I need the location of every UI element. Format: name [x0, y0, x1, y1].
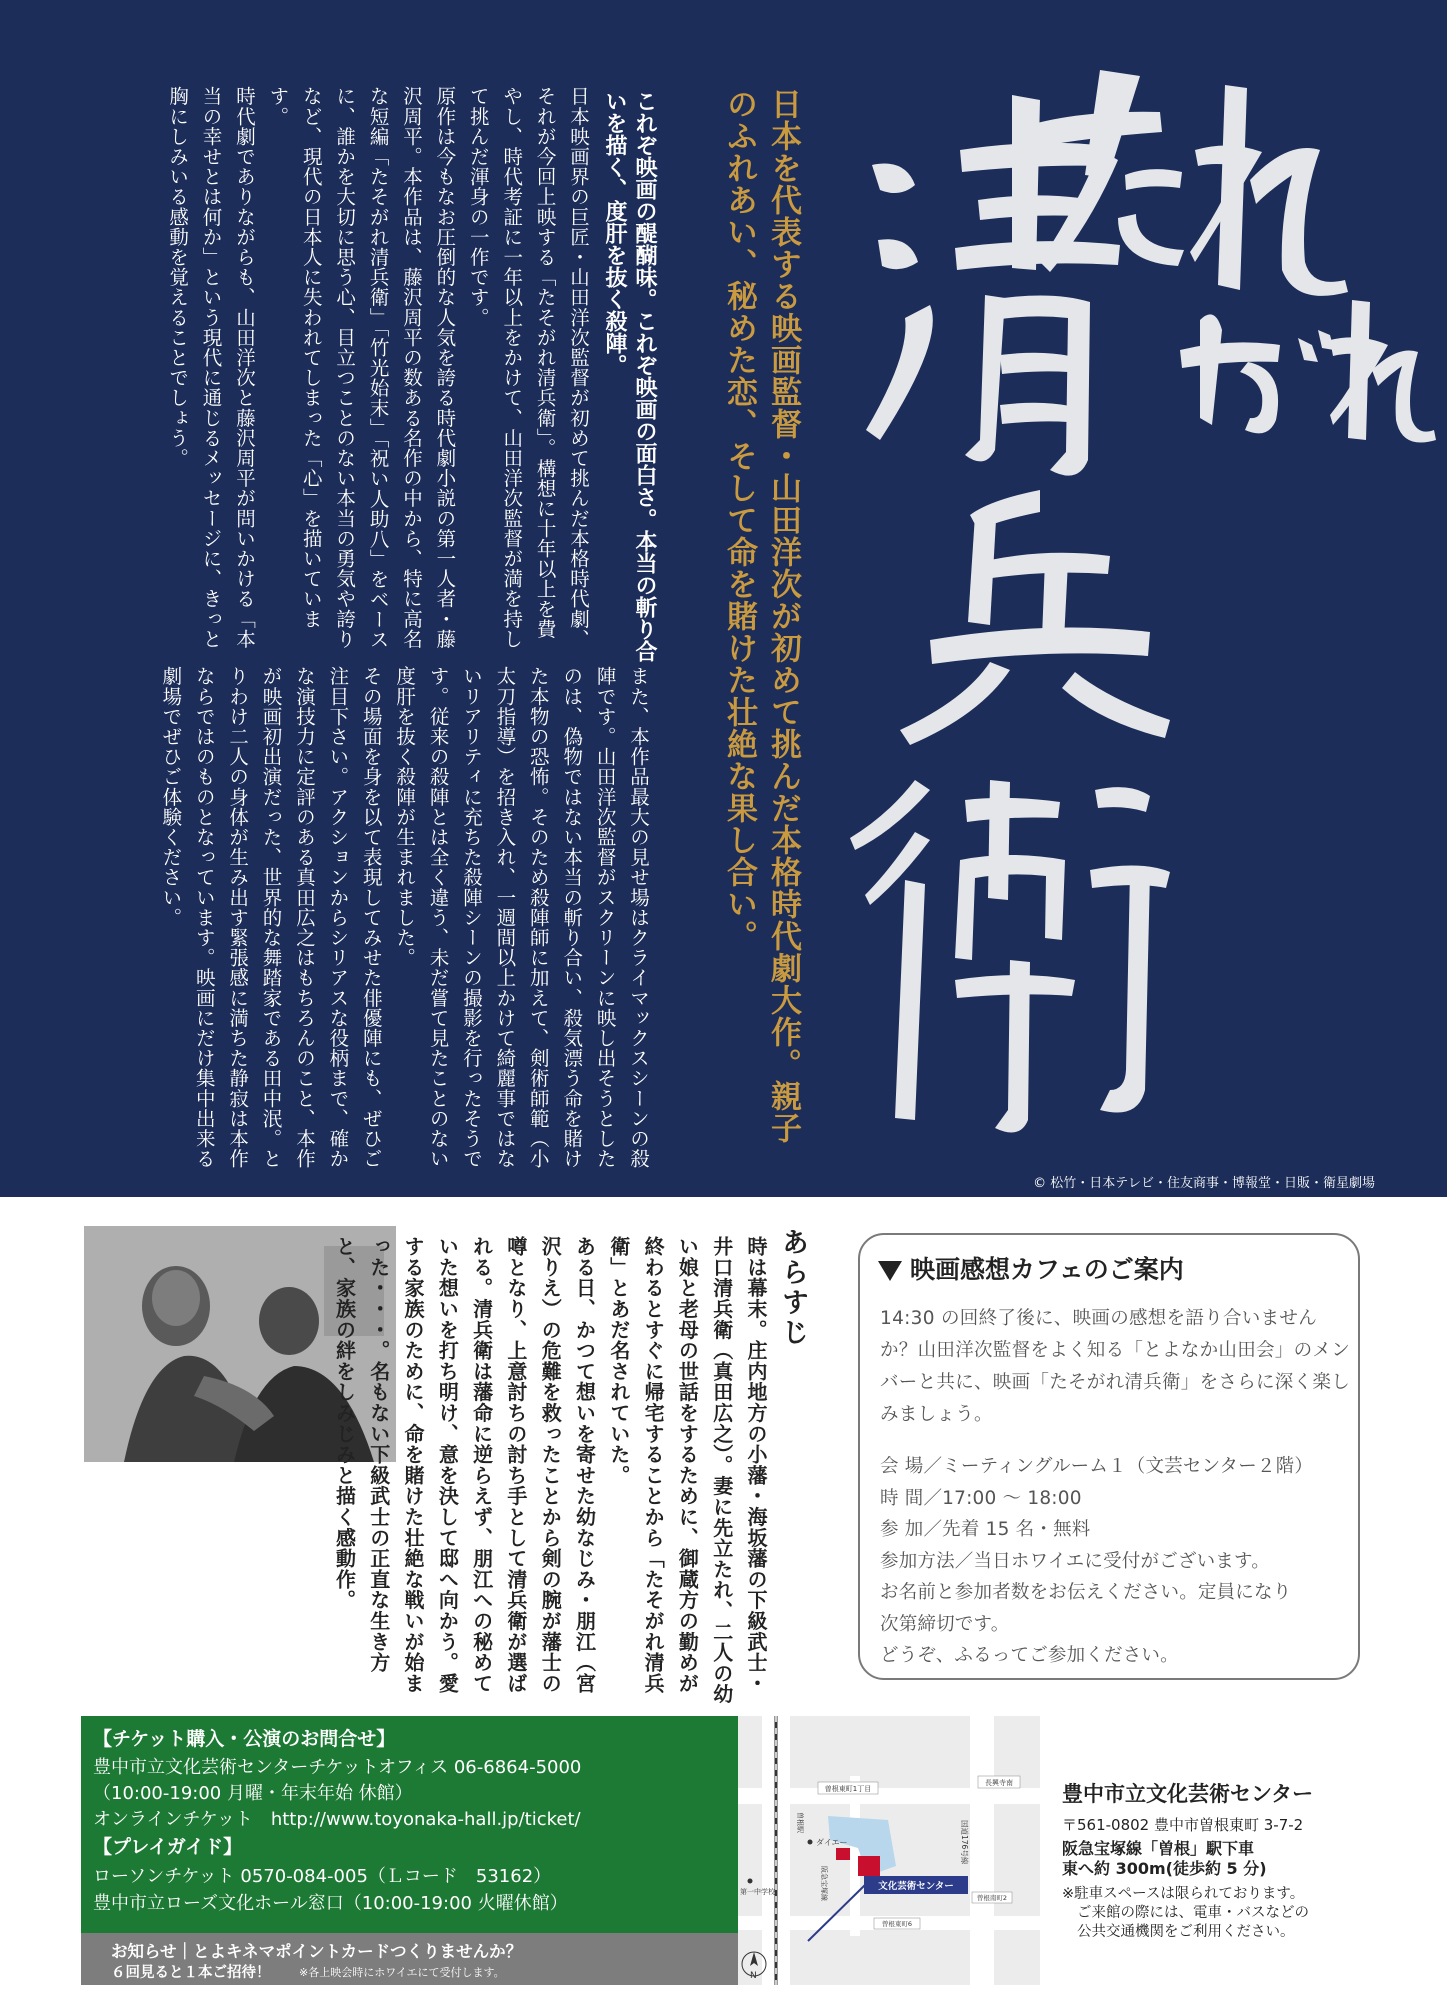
- cafe-method-2: お名前と参加者数をお伝えください。定員になり: [880, 1582, 1292, 1603]
- notice-small: ※各上映会時にホワイエにて受付します。: [299, 1966, 505, 1979]
- intro-headline: これぞ映画の醍醐味。これぞ映画の面白さ。本当の斬り合いを描く、度肝を抜く殺陣。: [602, 90, 657, 662]
- svg-text:N: N: [750, 1971, 757, 1981]
- parking-note-3: 公共交通機関をご利用ください。: [1077, 1924, 1295, 1940]
- ticket-hours: （10:00-19:00 月曜・年末年始 休館）: [93, 1783, 413, 1804]
- notice-bar: [81, 1933, 738, 1985]
- cafe-description: [880, 1303, 1350, 1431]
- intro-paragraph: 時代劇でありながらも、山田洋次と藤沢周平が問いかける「本当の幸せとは何か」という現代に通じるメッセージに、きっと胸にしみいる感動を覚えることでしょう。: [166, 86, 256, 649]
- notice-line-2: ６回見ると１本ご招待！: [111, 1965, 271, 1981]
- map-dot: [808, 1840, 813, 1845]
- parking-note-1: ※駐車スペースは限られております。: [1062, 1886, 1305, 1902]
- intro-paragraph: 日本映画界の巨匠・山田洋次監督が初めて挑んだ本格時代劇、それが今回上映する「たそがれ清兵衛」。構想に十年以上を費やし、時代考証に一年以上をかけて、山田洋次監督が満を持して挑んだ渾身の一作です。: [466, 86, 590, 649]
- parking-note-2: ご来館の際には、電車・バスなどの: [1077, 1905, 1309, 1921]
- venue-address: 〒561-0802 豊中市曽根東町 3-7-2: [1062, 1816, 1304, 1834]
- synopsis-body: [183, 1236, 773, 1711]
- access-map: [738, 1716, 1040, 1985]
- map-label-center: 文化芸術センター: [878, 1881, 954, 1892]
- synopsis-paragraph: ある日、かつて想いを寄せた幼なじみ・朋江（宮沢りえ）の危難を救ったことから剣の腕が藩士の噂となり、上意討ちの討ち手として清兵衛が選ばれる。清兵衛は藩命に逆らえず、朋江への秘めていた想いを打ち明け、意を決して邸へ向かう。愛する家族のために、命を賭けた壮絶な戦いが始まった・・・。名もない下級武士の正直な生き方と、家族の絆をしみじみと描く感動作。: [332, 1236, 597, 1694]
- cafe-title-text: 映画感想カフェのご案内: [910, 1255, 1184, 1284]
- map-label-sone: 曽根駅: [796, 1812, 804, 1833]
- ticket-office: 豊中市立文化芸術センターチケットオフィス 06-6864-5000: [93, 1757, 582, 1778]
- venue-info: [1062, 1778, 1402, 1942]
- intro-paragraph: また、本作品最大の見せ場はクライマックスシーンの殺陣です。山田洋次監督がスクリーンに映し出そうとしたのは、偽物ではない本当の斬り合い、殺気漂う命を賭けた本物の恐怖。そのため殺陣師に加えて、剣術師範（小太刀指導）を招き入れ、一週間以上かけて綺麗事ではないリアリティに充ちた殺陣シーンの撮影を行ったそうです。従来の殺陣とは全く違う、未だ嘗て見たことのない度肝を抜く殺陣が生まれました。: [393, 666, 650, 1169]
- map-road: [738, 1788, 1040, 1804]
- cafe-details: [880, 1451, 1354, 1672]
- ticket-heading: 【チケット購入・公演のお問合せ】: [93, 1728, 396, 1750]
- map-label-minami2: 曽根南町2: [976, 1894, 1008, 1902]
- rose-hall-window: 豊中市立ローズ文化ホール窓口（10:00-19:00 火曜休館）: [93, 1893, 568, 1914]
- triangle-down-icon: [878, 1261, 902, 1281]
- intro-body-2: [75, 666, 655, 1171]
- map-venue-marker: [836, 1848, 850, 1860]
- cafe-description-text: 14:30 の回終了後に、映画の感想を語り合いませんか？山田洋次監督をよく知る「とよなか山田会」のメンバーと共に、映画「たそがれ清兵衛」をさらに深く楽しみましょう。: [880, 1308, 1351, 1425]
- synopsis-heading: あらすじ: [777, 1228, 808, 1348]
- intro-paragraph: 原作は今もなお圧倒的な人気を誇る時代劇小説の第一人者・藤沢周平。本作品は、藤沢周平の数ある名作の中から、特に高名な短編「たそがれ清兵衛」「竹光始末」「祝い人助八」をベースに、誰かを大切に思う心、目立つことのない本当の勇気や誇りなど、現代の日本人に失われてしまった「心」を描いています。: [266, 86, 457, 650]
- map-label-sonehigashi1: 曽根東町1丁目: [824, 1785, 872, 1793]
- map-dot: [748, 1879, 753, 1884]
- map-label-daiei: ダイエー: [816, 1838, 848, 1847]
- map-venue-marker: [858, 1856, 880, 1876]
- map-label-highway: 国道176号線: [960, 1820, 969, 1865]
- map-label-sonehigashi6: 曽根東町6: [881, 1920, 913, 1928]
- playguide-heading: 【プレイガイド】: [93, 1836, 243, 1858]
- intro-paragraph: その場面を身を以て表現してみせた俳優陣にも、ぜひご注目下さい。アクションからシリアスな役柄まで、確かな演技力に定評のある真田広之はもちろんのこと、本作が映画初出演だった、世界的な舞踏家である田中泯。とりわけ二人の身体が生み出す緊張感に満ちた静寂は本作ならではのものとなっています。映画にだけ集中出来る劇場でぜひご体験ください。: [159, 666, 383, 1169]
- cafe-title: [878, 1250, 1184, 1286]
- venue-name: 豊中市立文化芸術センター: [1062, 1782, 1314, 1806]
- map-label-school: 第一中学校: [740, 1888, 775, 1896]
- intro-body: [75, 86, 595, 652]
- synopsis-paragraph: 時は幕末。庄内地方の小藩・海坂藩の下級武士・井口清兵衛（真田広之）。妻に先立たれ、二人の幼い娘と老母の世話をするために、御蔵方の勤めが終わるとすぐに帰宅することから「たそがれ清兵衛」とあだ名されていた。: [606, 1236, 768, 1705]
- tagline: 日本を代表する映画監督・山田洋次が初めて挑んだ本格時代劇大作。親子のふれあい、秘めた恋、そして命を賭けた壮絶な果し合い。: [721, 88, 801, 1144]
- cafe-venue: 会 場／ミーティングルーム１（文芸センター２階）: [880, 1456, 1314, 1477]
- online-ticket-link[interactable]: オンラインチケット http://www.toyonaka-hall.jp/ticket/: [93, 1809, 581, 1830]
- cafe-time: 時 間／17:00 ～ 18:00: [880, 1487, 1082, 1509]
- map-label-hankyu: 阪急宝塚線: [820, 1866, 828, 1901]
- cafe-method-3: 次第締切です。: [880, 1613, 1010, 1635]
- cafe-info-box: [858, 1233, 1360, 1680]
- venue-access-2: 東へ約 300m(徒歩約 5 分): [1062, 1859, 1267, 1878]
- venue-parking: [1062, 1885, 1402, 1942]
- notice-line-1: お知らせ｜とよキネマポイントカードつくりませんか？: [111, 1942, 523, 1961]
- map-road: [970, 1716, 994, 1985]
- venue-access-1: 阪急宝塚線「曽根」駅下車: [1062, 1839, 1255, 1858]
- lawson-ticket: ローソンチケット 0570-084-005（Ｌコード 53162）: [93, 1866, 552, 1887]
- cafe-method: 参加方法／当日ホワイエに受付がございます。: [880, 1550, 1270, 1572]
- copyright-credit: © 松竹・日本テレビ・住友商事・博報堂・日販・衛星劇場: [1033, 1176, 1375, 1191]
- map-label-choko: 長興寺南: [985, 1779, 1013, 1787]
- ticket-info-panel: [81, 1716, 738, 1933]
- cafe-closing: どうぞ、ふるってご参加ください。: [880, 1645, 1179, 1666]
- cafe-entry: 参 加／先着 15 名・無料: [880, 1519, 1091, 1540]
